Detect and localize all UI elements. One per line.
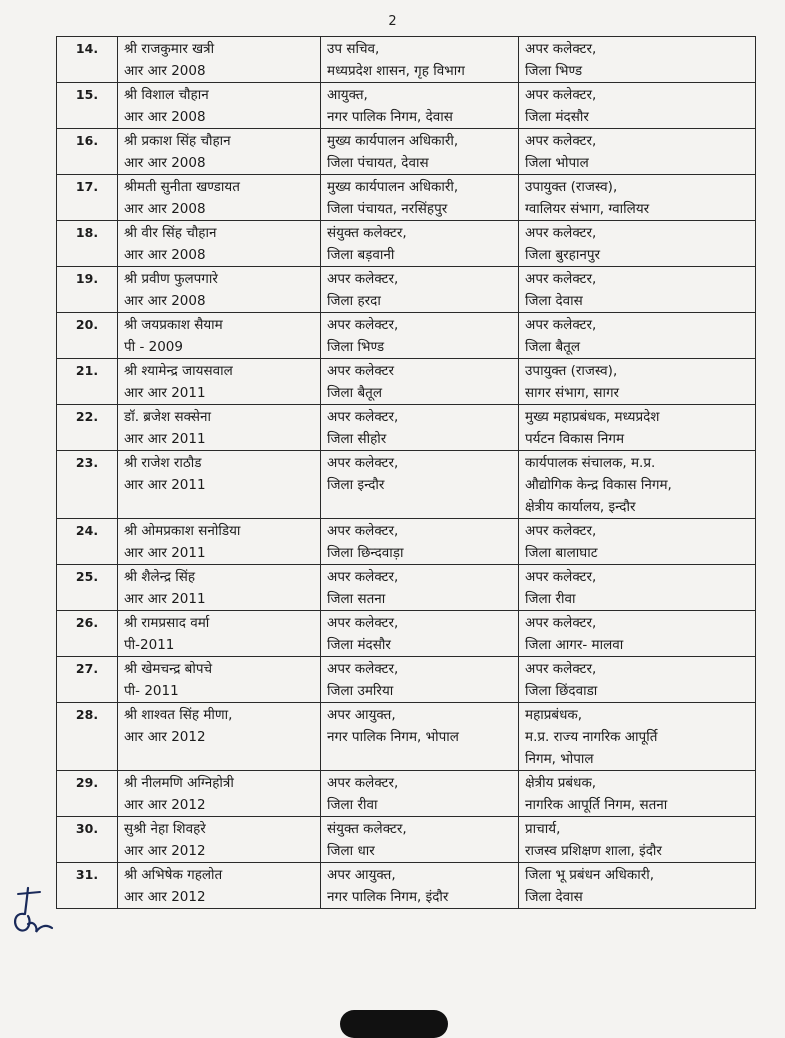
current-posting-line: नगर पालिक निगम, इंदौर [327,889,449,905]
officer-name: सुश्री नेहा शिवहरे [124,821,206,837]
table-row [57,565,756,611]
new-posting-line: ग्वालियर संभाग, ग्वालियर [525,201,650,217]
serial-number-cell: 19. [57,267,118,313]
current-posting-line: जिला बैतूल [327,385,383,401]
current-posting-line: अपर कलेक्टर, [327,317,399,333]
current-posting-cell [321,405,519,451]
new-posting-line: जिला बैतूल [525,339,581,355]
officer-name-cell [118,703,321,771]
serial-number-cell: 28. [57,703,118,771]
table-row [57,863,756,909]
current-posting-line: आयुक्त, [327,87,368,103]
serial-number-cell: 14. [57,37,118,83]
current-posting-line: मध्यप्रदेश शासन, गृह विभाग [327,63,465,79]
current-posting-cell [321,221,519,267]
new-posting-line: अपर कलेक्टर, [525,317,597,333]
officer-batch: आर आर 2011 [124,545,206,561]
officer-name: श्री प्रवीण फुलपगारे [124,271,218,287]
new-posting-line: महाप्रबंधक, [525,707,583,723]
new-posting-cell [519,611,756,657]
transfer-order-table [56,36,756,909]
officer-batch: आर आर 2011 [124,385,206,401]
officer-batch: पी-2011 [124,637,175,653]
new-posting-line: निगम, भोपाल [525,751,594,767]
current-posting-line: नगर पालिक निगम, देवास [327,109,453,125]
officer-batch: आर आर 2012 [124,889,206,905]
officer-name-cell [118,863,321,909]
current-posting-cell [321,359,519,405]
officer-batch: आर आर 2012 [124,843,206,859]
handwritten-initial-signature [10,884,56,940]
officer-name: श्री राजकुमार खत्री [124,41,215,57]
new-posting-line: अपर कलेक्टर, [525,661,597,677]
current-posting-line: अपर कलेक्टर, [327,615,399,631]
officer-name: श्री विशाल चौहान [124,87,209,103]
officer-batch: आर आर 2011 [124,477,206,493]
current-posting-cell [321,129,519,175]
new-posting-line: म.प्र. राज्य नागरिक आपूर्ति [525,729,658,745]
officer-name-cell [118,451,321,519]
officer-name-cell [118,771,321,817]
officer-batch: आर आर 2011 [124,591,206,607]
current-posting-line: अपर आयुक्त, [327,867,396,883]
serial-number-cell: 24. [57,519,118,565]
current-posting-line: जिला पंचायत, नरसिंहपुर [327,201,448,217]
officer-name: डॉ. ब्रजेश सक्सेना [124,409,212,425]
current-posting-line: अपर कलेक्टर, [327,775,399,791]
new-posting-cell [519,175,756,221]
new-posting-line: अपर कलेक्टर, [525,615,597,631]
current-posting-cell [321,175,519,221]
current-posting-cell [321,313,519,359]
current-posting-line: मुख्य कार्यपालन अधिकारी, [327,133,459,149]
table-row [57,359,756,405]
current-posting-line: अपर कलेक्टर, [327,661,399,677]
table-row [57,83,756,129]
new-posting-cell [519,221,756,267]
current-posting-line: अपर कलेक्टर, [327,523,399,539]
new-posting-line: मुख्य महाप्रबंधक, मध्यप्रदेश [525,409,660,425]
new-posting-line: उपायुक्त (राजस्व), [525,363,618,379]
new-posting-cell [519,451,756,519]
officer-batch: आर आर 2012 [124,729,206,745]
serial-number-cell: 25. [57,565,118,611]
officer-batch: आर आर 2012 [124,797,206,813]
officer-name: श्री शैलेन्द्र सिंह [124,569,196,585]
current-posting-line: जिला रीवा [327,797,378,813]
new-posting-line: अपर कलेक्टर, [525,133,597,149]
serial-number-cell: 20. [57,313,118,359]
officer-batch: पी- 2011 [124,683,179,699]
new-posting-line: अपर कलेक्टर, [525,569,597,585]
new-posting-line: कार्यपालक संचालक, म.प्र. [525,455,656,471]
officer-name: श्री राजेश राठौड [124,455,202,471]
officer-name-cell [118,817,321,863]
new-posting-cell [519,267,756,313]
serial-number-cell: 23. [57,451,118,519]
serial-number-cell: 15. [57,83,118,129]
officer-name-cell [118,313,321,359]
officer-name-cell [118,129,321,175]
current-posting-cell [321,565,519,611]
serial-number-cell: 22. [57,405,118,451]
officer-name: श्री वीर सिंह चौहान [124,225,217,241]
officer-name: श्री रामप्रसाद वर्मा [124,615,210,631]
new-posting-cell [519,565,756,611]
serial-number-cell: 29. [57,771,118,817]
current-posting-cell [321,771,519,817]
new-posting-line: अपर कलेक्टर, [525,41,597,57]
current-posting-line: जिला सतना [327,591,386,607]
new-posting-line: जिला देवास [525,293,583,309]
officer-batch: आर आर 2008 [124,201,206,217]
officer-name-cell [118,83,321,129]
table-row [57,175,756,221]
current-posting-line: जिला पंचायत, देवास [327,155,429,171]
table-row [57,519,756,565]
new-posting-line: अपर कलेक्टर, [525,271,597,287]
current-posting-line: जिला इन्दौर [327,477,385,493]
officer-name: श्री जयप्रकाश सैयाम [124,317,223,333]
current-posting-line: अपर आयुक्त, [327,707,396,723]
current-posting-line: जिला छिन्दवाड़ा [327,545,404,561]
serial-number-cell: 16. [57,129,118,175]
current-posting-line: अपर कलेक्टर, [327,409,399,425]
current-posting-cell [321,83,519,129]
current-posting-line: संयुक्त कलेक्टर, [327,821,407,837]
officer-name-cell [118,37,321,83]
officer-name: श्री शाश्वत सिंह मीणा, [124,707,233,723]
officer-batch: आर आर 2008 [124,293,206,309]
new-posting-cell [519,703,756,771]
current-posting-line: जिला भिण्ड [327,339,385,355]
officer-name: श्री प्रकाश सिंह चौहान [124,133,231,149]
table-row [57,657,756,703]
new-posting-cell [519,863,756,909]
officer-name-cell [118,565,321,611]
new-posting-line: क्षेत्रीय प्रबंधक, [525,775,597,791]
new-posting-cell [519,657,756,703]
officer-name-cell [118,175,321,221]
table-row [57,313,756,359]
current-posting-cell [321,267,519,313]
officer-batch: आर आर 2011 [124,431,206,447]
current-posting-line: नगर पालिक निगम, भोपाल [327,729,459,745]
current-posting-line: अपर कलेक्टर, [327,455,399,471]
table-row [57,267,756,313]
table-row [57,771,756,817]
current-posting-cell [321,703,519,771]
current-posting-line: संयुक्त कलेक्टर, [327,225,407,241]
current-posting-line: उप सचिव, [327,41,380,57]
officer-name: श्री खेमचन्द्र बोपचे [124,661,213,677]
new-posting-line: क्षेत्रीय कार्यालय, इन्दौर [525,499,636,515]
current-posting-line: जिला धार [327,843,375,859]
new-posting-line: जिला देवास [525,889,583,905]
new-posting-line: जिला बुरहानपुर [525,247,601,263]
current-posting-line: जिला हरदा [327,293,381,309]
new-posting-line: जिला रीवा [525,591,576,607]
new-posting-cell [519,313,756,359]
serial-number-cell: 26. [57,611,118,657]
current-posting-cell [321,657,519,703]
new-posting-cell [519,405,756,451]
new-posting-line: उपायुक्त (राजस्व), [525,179,618,195]
officer-name-cell [118,359,321,405]
new-posting-line: जिला मंदसौर [525,109,589,125]
officer-name: श्री ओमप्रकाश सनोडिया [124,523,241,539]
current-posting-cell [321,451,519,519]
serial-number-cell: 18. [57,221,118,267]
new-posting-line: जिला बालाघाट [525,545,598,561]
new-posting-cell [519,359,756,405]
serial-number-cell: 30. [57,817,118,863]
page-number: 2 [388,14,397,29]
officer-batch: आर आर 2008 [124,155,206,171]
current-posting-line: अपर कलेक्टर [327,363,394,379]
new-posting-cell [519,129,756,175]
officer-batch: आर आर 2008 [124,63,206,79]
officer-name-cell [118,267,321,313]
new-posting-cell [519,817,756,863]
table-row [57,221,756,267]
current-posting-line: मुख्य कार्यपालन अधिकारी, [327,179,459,195]
serial-number-cell: 21. [57,359,118,405]
table-row [57,703,756,771]
officer-batch: पी - 2009 [124,339,183,355]
current-posting-cell [321,863,519,909]
table-row [57,37,756,83]
new-posting-line: राजस्व प्रशिक्षण शाला, इंदौर [525,843,662,859]
current-posting-cell [321,37,519,83]
new-posting-line: नागरिक आपूर्ति निगम, सतना [525,797,668,813]
serial-number-cell: 31. [57,863,118,909]
bottom-overlay-pill [340,1010,448,1038]
current-posting-line: जिला बड़वानी [327,247,395,263]
new-posting-line: जिला भू प्रबंधन अधिकारी, [525,867,654,883]
officer-name: श्रीमती सुनीता खण्डायत [124,179,240,195]
officer-name: श्री अभिषेक गहलोत [124,867,223,883]
officer-name-cell [118,519,321,565]
new-posting-line: प्राचार्य, [525,821,561,837]
officer-batch: आर आर 2008 [124,247,206,263]
table-row [57,405,756,451]
current-posting-cell [321,817,519,863]
serial-number-cell: 27. [57,657,118,703]
new-posting-line: पर्यटन विकास निगम [525,431,625,447]
table-row [57,129,756,175]
table-row [57,451,756,519]
new-posting-cell [519,771,756,817]
officer-name-cell [118,657,321,703]
current-posting-line: अपर कलेक्टर, [327,569,399,585]
new-posting-line: जिला छिंदवाडा [525,683,598,699]
officer-name-cell [118,405,321,451]
current-posting-line: जिला मंदसौर [327,637,391,653]
current-posting-cell [321,611,519,657]
new-posting-line: जिला आगर- मालवा [525,637,624,653]
table-row [57,817,756,863]
new-posting-line: जिला भोपाल [525,155,589,171]
current-posting-cell [321,519,519,565]
officer-name-cell [118,221,321,267]
current-posting-line: जिला उमरिया [327,683,394,699]
table-body [57,37,756,909]
officer-name: श्री श्यामेन्द्र जायसवाल [124,363,233,379]
new-posting-line: अपर कलेक्टर, [525,225,597,241]
table-row [57,611,756,657]
officer-name-cell [118,611,321,657]
current-posting-line: अपर कलेक्टर, [327,271,399,287]
new-posting-line: अपर कलेक्टर, [525,87,597,103]
new-posting-line: जिला भिण्ड [525,63,583,79]
serial-number-cell: 17. [57,175,118,221]
new-posting-cell [519,83,756,129]
officer-name: श्री नीलमणि अग्निहोत्री [124,775,234,791]
officer-batch: आर आर 2008 [124,109,206,125]
new-posting-line: औद्योगिक केन्द्र विकास निगम, [525,477,672,493]
new-posting-line: सागर संभाग, सागर [525,385,620,401]
new-posting-cell [519,519,756,565]
new-posting-line: अपर कलेक्टर, [525,523,597,539]
new-posting-cell [519,37,756,83]
current-posting-line: जिला सीहोर [327,431,387,447]
